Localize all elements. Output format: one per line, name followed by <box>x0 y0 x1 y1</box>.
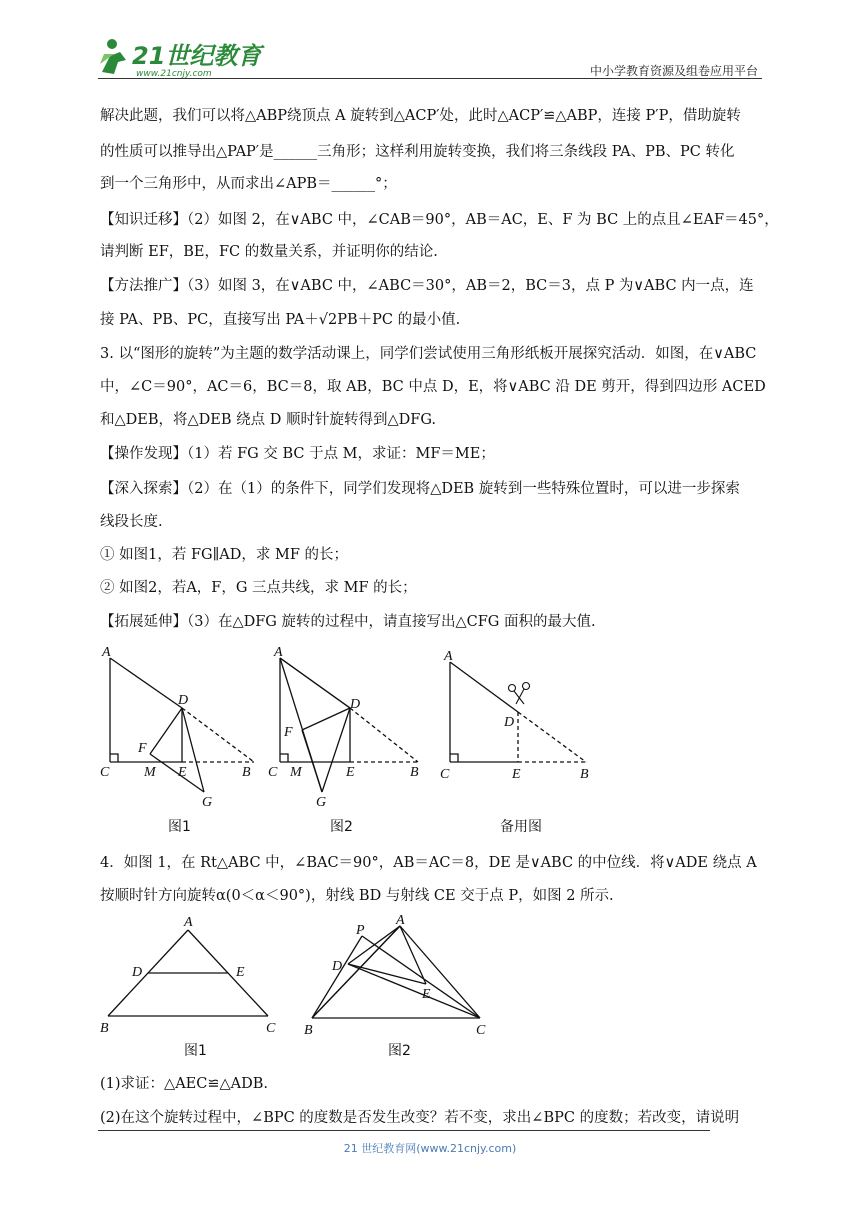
text-line: (2)在这个旋转过程中，∠BPC 的度数是否发生改变？若不变，求出∠BPC 的度数；若改变，请说明 <box>100 1110 740 1126</box>
text-line: ① 如图1，若 FG∥AD，求 MF 的长； <box>100 547 349 563</box>
figure-row1-fig2 <box>266 640 436 810</box>
point-label: M <box>290 765 302 780</box>
text-line: 请判断 EF，BE，FC 的数量关系，并证明你的结论. <box>100 244 438 260</box>
figure-caption: 图2 <box>388 1043 411 1059</box>
point-label: D <box>332 959 343 974</box>
text-line: 3. 以“图形的旋转”为主题的数学活动课上，同学们尝试使用三角形纸板开展探究活动．如图，在∨ABC <box>100 346 757 362</box>
text-line: 按顺时针方向旋转α(0＜α＜90°)，射线 BD 与射线 CE 交于点 P，如图 2 所示. <box>100 888 614 904</box>
point-label: E <box>422 987 431 1002</box>
point-label: C <box>266 1021 276 1036</box>
point-label: F <box>284 725 293 740</box>
point-label: A <box>396 913 405 928</box>
figure-caption: 备用图 <box>500 819 542 835</box>
point-label: B <box>580 767 589 782</box>
runner-icon <box>100 39 126 74</box>
point-label: A <box>274 645 283 660</box>
text-line: 和△DEB，将△DEB 绕点 D 顺时针旋转得到△DFG. <box>100 412 436 428</box>
text-line: ② 如图2，若A，F，G 三点共线，求 MF 的长； <box>100 580 417 596</box>
point-label: E <box>512 767 521 782</box>
svg-text:www.21cnjy.com: www.21cnjy.com <box>136 69 212 79</box>
point-label: C <box>268 765 278 780</box>
text-line: 【知识迁移】（2）如图 2，在∨ABC 中，∠CAB＝90°，AB＝AC，E、F 为 BC 上的点且∠EAF＝45°， <box>100 212 779 228</box>
svg-text:21世纪教育: 21世纪教育 <box>132 42 262 70</box>
point-label: D <box>504 715 515 730</box>
point-label: B <box>242 765 251 780</box>
text-line: 线段长度. <box>100 514 163 530</box>
point-label: D <box>350 697 361 712</box>
text-line: 【操作发现】（1）若 FG 交 BC 于点 M，求证：MF＝ME； <box>100 446 495 462</box>
point-label: D <box>132 965 143 980</box>
scissors-icon <box>509 683 530 705</box>
point-label: G <box>316 795 327 810</box>
text-line: 到一个三角形中，从而求出∠APB＝______°； <box>100 176 397 192</box>
point-label: C <box>100 765 110 780</box>
point-label: C <box>440 767 450 782</box>
text-line: 【方法推广】（3）如图 3，在∨ABC 中，∠ABC＝30°，AB＝2，BC＝3，点 P 为∨ABC 内一点，连 <box>100 278 754 294</box>
point-label: A <box>184 915 193 930</box>
figure-caption: 图1 <box>168 819 191 835</box>
point-label: E <box>236 965 245 980</box>
text-line: 的性质可以推导出△PAP′是______三角形；这样利用旋转变换，我们将三条线段 PA、PB、PC 转化 <box>100 144 735 160</box>
site-logo <box>96 34 266 80</box>
point-label: M <box>144 765 156 780</box>
point-label: F <box>138 741 147 756</box>
platform-name: 中小学教育资源及组卷应用平台 <box>589 64 758 78</box>
point-label: G <box>202 795 213 810</box>
point-label: C <box>476 1023 486 1038</box>
point-label: B <box>410 765 419 780</box>
figure-row1-fig3 <box>436 640 606 790</box>
text-line: 解决此题，我们可以将△ABP绕顶点 A 旋转到△ACP′处，此时△ACP′≌△ABP，连接 P′P，借助旋转 <box>100 108 741 124</box>
footer-divider <box>98 1130 710 1131</box>
text-line: 【拓展延伸】（3）在△DFG 旋转的过程中，请直接写出△CFG 面积的最大值. <box>100 614 596 630</box>
figure-row2-fig1 <box>96 912 296 1040</box>
point-label: P <box>356 923 365 938</box>
point-label: A <box>444 649 453 664</box>
text-line: 接 PA、PB、PC，直接写出 PA＋√2PB＋PC 的最小值. <box>100 312 461 328</box>
text-line: 中，∠C＝90°，AC＝6，BC＝8，取 AB，BC 中点 D，E，将∨ABC 沿 DE 剪开，得到四边形 ACED <box>100 379 766 395</box>
text-line: 4．如图 1，在 Rt△ABC 中，∠BAC＝90°，AB＝AC＝8，DE 是∨ABC 的中位线．将∨ADE 绕点 A <box>100 855 757 871</box>
footer-text: 21 世纪教育网(www.21cnjy.com) <box>343 1142 517 1155</box>
point-label: D <box>178 693 189 708</box>
point-label: E <box>346 765 355 780</box>
point-label: A <box>102 645 111 660</box>
text-line: (1)求证：△AEC≌△ADB. <box>100 1076 269 1092</box>
figure-caption: 图1 <box>184 1043 207 1059</box>
point-label: B <box>304 1023 313 1038</box>
text-line: 【深入探索】（2）在（1）的条件下，同学们发现将△DEB 旋转到一些特殊位置时，可以进一步探索 <box>100 481 740 497</box>
point-label: B <box>100 1021 109 1036</box>
figure-row1-fig1 <box>96 640 276 810</box>
figure-row2-fig2 <box>300 912 500 1040</box>
point-label: E <box>178 765 187 780</box>
figure-caption: 图2 <box>330 819 353 835</box>
header-divider <box>98 78 762 79</box>
